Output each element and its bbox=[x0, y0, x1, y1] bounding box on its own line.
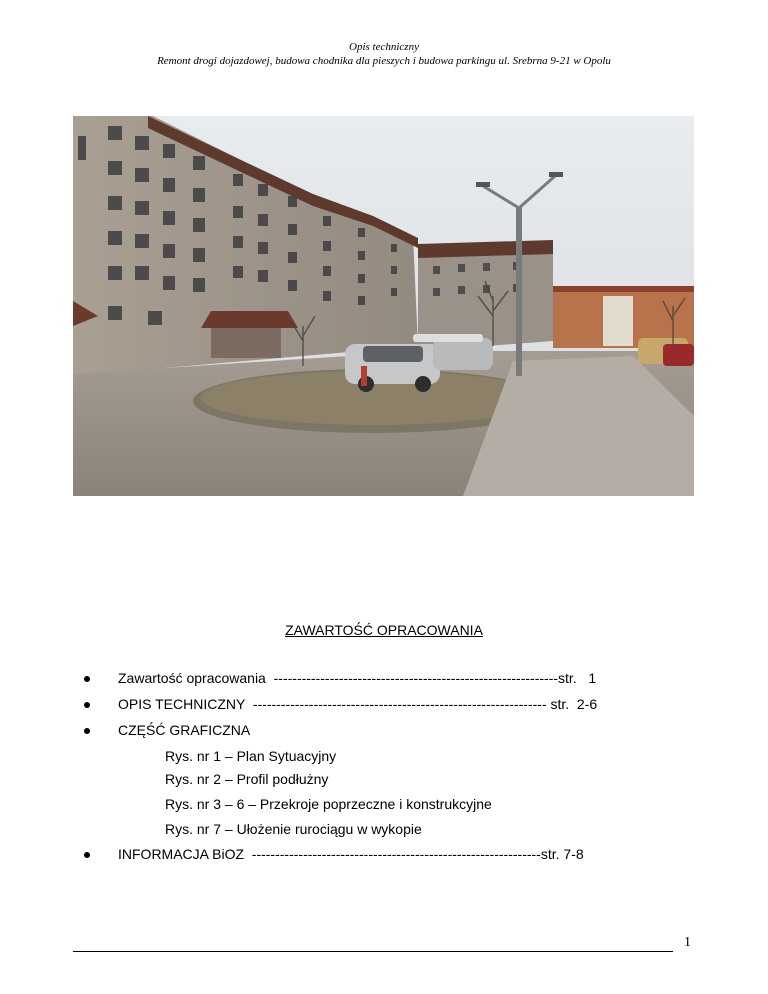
header-subtitle: Remont drogi dojazdowej, budowa chodnika dla pieszych i budowa parkingu ul. Srebrna 9-21 w Opolu bbox=[157, 55, 611, 67]
drawing-item: Rys. nr 7 – Ułożenie rurociągu w wykopie bbox=[165, 821, 422, 837]
page-number: 1 bbox=[684, 935, 691, 950]
toc-item-text: CZĘŚĆ GRAFICZNA bbox=[118, 722, 251, 738]
bullet-icon bbox=[84, 676, 90, 682]
bullet-icon bbox=[84, 702, 90, 708]
page-header bbox=[0, 40, 768, 68]
apartment-block-photo bbox=[73, 116, 694, 496]
header-title: Opis techniczny bbox=[349, 41, 419, 53]
drawing-item: Rys. nr 1 – Plan Sytuacyjny bbox=[165, 748, 337, 764]
toc-item-text: OPIS TECHNICZNY --------------------------------------------------------------- str. 2-6 bbox=[118, 696, 598, 712]
bullet-icon bbox=[84, 852, 90, 858]
bullet-icon bbox=[84, 728, 90, 734]
drawing-item: Rys. nr 3 – 6 – Przekroje poprzeczne i konstrukcyjne bbox=[165, 796, 492, 812]
footer-divider bbox=[73, 951, 673, 952]
toc-item-text: INFORMACJA BiOZ --------------------------------------------------------------str. 7-8 bbox=[118, 846, 584, 862]
site-photo bbox=[73, 116, 694, 496]
drawing-item: Rys. nr 2 – Profil podłużny bbox=[165, 771, 329, 787]
toc-item-text: Zawartość opracowania -------------------------------------------------------------str. 1 bbox=[118, 670, 597, 686]
section-title: ZAWARTOŚĆ OPRACOWANIA bbox=[285, 622, 483, 638]
